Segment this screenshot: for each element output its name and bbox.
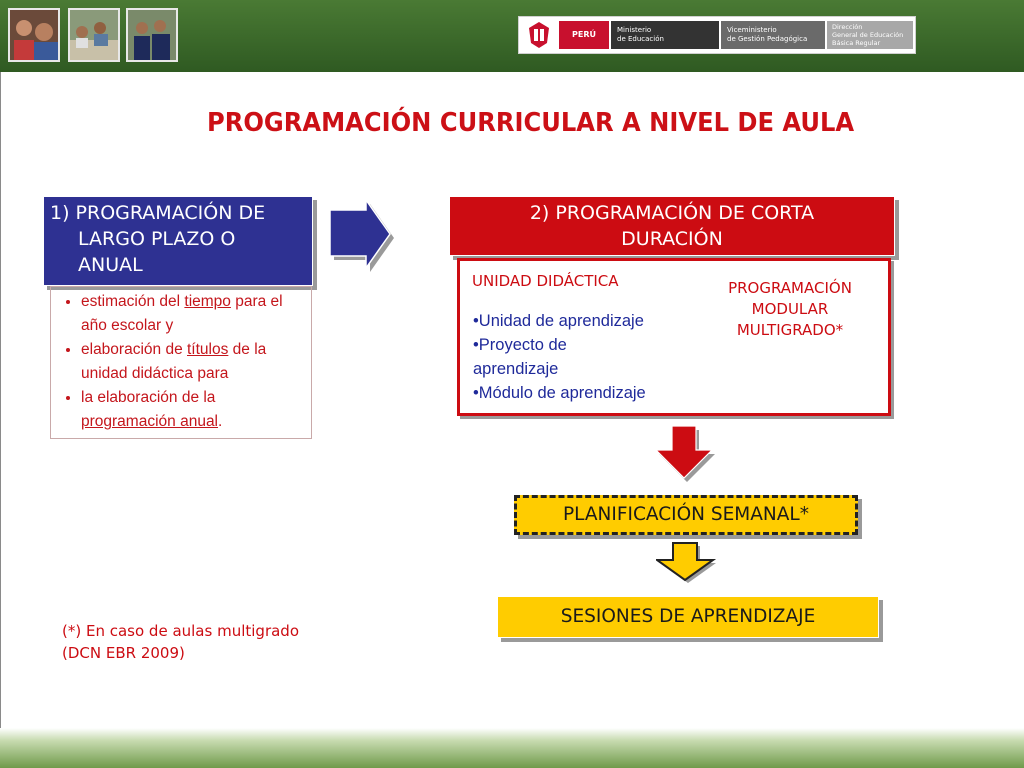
- logo-viceministry: Viceministerio de Gestión Pedagógica: [721, 21, 825, 49]
- logo-peru-label: PERÚ: [559, 21, 609, 49]
- unidad-didactica-heading: UNIDAD DIDÁCTICA: [472, 272, 619, 290]
- box1-line1: 1) PROGRAMACIÓN DE: [50, 202, 266, 224]
- right-arrow-icon: [328, 198, 398, 281]
- box2-line2: DURACIÓN: [621, 228, 723, 250]
- down-arrow-red-icon: [655, 424, 719, 489]
- sesiones-aprendizaje-box: SESIONES DE APRENDIZAJE: [497, 596, 879, 638]
- list-item: aprendizaje: [473, 360, 559, 378]
- long-term-bullet-list: [50, 286, 312, 439]
- photo-children-3: [126, 8, 178, 62]
- list-item: • elaboración de títulos de la unidad didáctica para: [81, 338, 311, 386]
- box1-line2: LARGO PLAZO O: [78, 228, 236, 250]
- photo-children-2: [68, 8, 120, 62]
- logo-ministry: Ministerio de Educación: [611, 21, 719, 49]
- list-item: •Proyecto de: [473, 336, 567, 354]
- box1-line3: ANUAL: [78, 254, 143, 276]
- footnote-line2: (DCN EBR 2009): [62, 644, 185, 662]
- box-long-term-programming: [43, 196, 313, 286]
- box2-line1: 2) PROGRAMACIÓN DE CORTA: [529, 202, 815, 224]
- list-item: •Unidad de aprendizaje: [473, 312, 644, 330]
- logo-direction: Dirección General de Educación Básica Regular: [827, 21, 913, 49]
- ministry-logo-bar: [518, 16, 916, 54]
- list-item: • estimación del tiempo para el año escolar y: [81, 290, 311, 338]
- planificacion-semanal-box: PLANIFICACIÓN SEMANAL*: [514, 495, 858, 535]
- left-border-line: [0, 72, 1, 728]
- programacion-modular-label: PROGRAMACIÓN MODULAR MULTIGRADO*: [728, 279, 852, 339]
- footnote-line1: (*) En caso de aulas multigrado: [62, 622, 299, 640]
- footer-gradient-band: [0, 728, 1024, 768]
- box-short-term-programming: [449, 196, 895, 256]
- page-title: PROGRAMACIÓN CURRICULAR A NIVEL DE AULA: [207, 108, 855, 138]
- footnote: [62, 620, 299, 664]
- peru-seal-icon: [521, 19, 557, 51]
- photo-children-1: [8, 8, 60, 62]
- list-item: • la elaboración de la programación anual.: [81, 386, 311, 434]
- down-arrow-yellow-icon: [656, 541, 720, 590]
- unidad-didactica-list: [473, 309, 646, 405]
- list-item: •Módulo de aprendizaje: [473, 384, 646, 402]
